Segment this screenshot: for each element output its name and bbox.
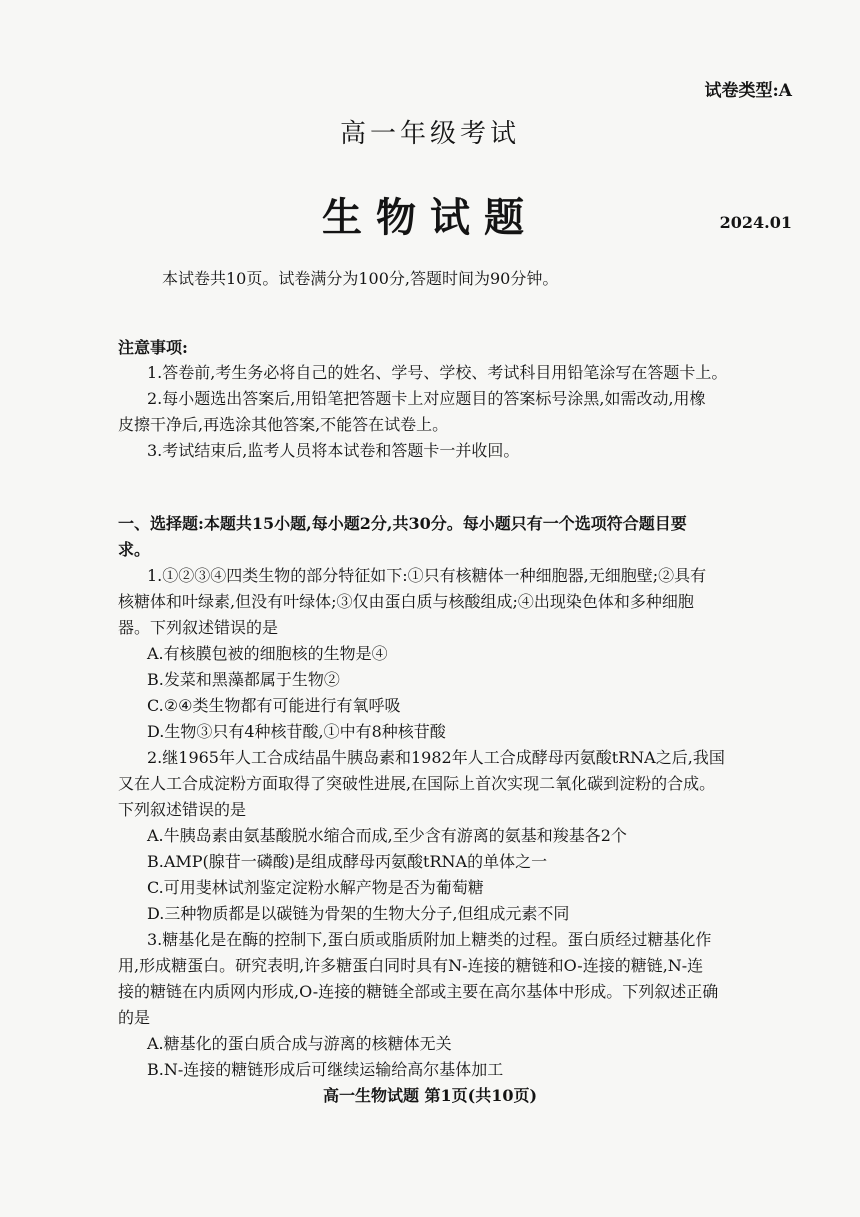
question-2: [118, 745, 798, 927]
question-stem: 1.①②③④四类生物的部分特征如下:①只有核糖体一种细胞器,无细胞壁;②具有: [147, 566, 707, 585]
question-1: [118, 563, 798, 745]
section-heading: 一、选择题:本题共15小题,每小题2分,共30分。每小题只有一个选项符合题目要: [118, 514, 687, 533]
question-stem: 接的糖链在内质网内形成,O-连接的糖链全部或主要在高尔基体中形成。下列叙述正确: [118, 982, 719, 1001]
option-a: A.有核膜包被的细胞核的生物是④: [147, 644, 388, 663]
question-3: [118, 927, 798, 1083]
question-stem: 3.糖基化是在酶的控制下,蛋白质或脂质附加上糖类的过程。蛋白质经过糖基化作: [147, 930, 712, 949]
page-footer: 高一生物试题 第1页(共10页): [322, 1086, 538, 1105]
question-stem: 2.继1965年人工合成结晶牛胰岛素和1982年人工合成酵母丙氨酸tRNA之后,我国: [147, 748, 725, 767]
subject-title: 生物试题: [322, 194, 538, 241]
option-a: A.牛胰岛素由氨基酸脱水缩合而成,至少含有游离的氨基和羧基各2个: [147, 826, 627, 845]
exam-date: 2024.01: [719, 213, 792, 232]
exam-title: 高一年级考试: [339, 119, 520, 149]
notice-item: 皮擦干净后,再选涂其他答案,不能答在试卷上。: [118, 415, 449, 434]
question-stem: 核糖体和叶绿素,但没有叶绿体;③仅由蛋白质与核酸组成;④出现染色体和多种细胞: [118, 592, 694, 611]
option-a: A.糖基化的蛋白质合成与游离的核糖体无关: [147, 1034, 452, 1053]
question-stem: 下列叙述错误的是: [118, 800, 247, 819]
option-b: B.AMP(腺苷一磷酸)是组成酵母丙氨酸tRNA的单体之一: [147, 852, 548, 871]
paper-type-label: 试卷类型:A: [704, 81, 792, 101]
section-heading-cont: 求。: [118, 540, 151, 559]
option-b: B.发菜和黑藻都属于生物②: [147, 670, 340, 689]
intro-text: 本试卷共10页。试卷满分为100分,答题时间为90分钟。: [162, 269, 559, 288]
notice-list: [118, 360, 798, 464]
section-1: [118, 511, 798, 1083]
option-d: D.生物③只有4种核苷酸,①中有8种核苷酸: [147, 722, 446, 741]
question-stem: 的是: [118, 1008, 151, 1027]
question-stem: 用,形成糖蛋白。研究表明,许多糖蛋白同时具有N-连接的糖链和O-连接的糖链,N-连: [118, 956, 704, 975]
option-b: B.N-连接的糖链形成后可继续运输给高尔基体加工: [147, 1060, 504, 1079]
option-d: D.三种物质都是以碳链为骨架的生物大分子,但组成元素不同: [147, 904, 570, 923]
notice-item: 1.答卷前,考生务必将自己的姓名、学号、学校、考试科目用铅笔涂写在答题卡上。: [147, 363, 728, 382]
notice-item: 3.考试结束后,监考人员将本试卷和答题卡一并收回。: [147, 441, 520, 460]
notice-heading: 注意事项:: [118, 338, 188, 357]
option-c: C.②④类生物都有可能进行有氧呼吸: [147, 696, 401, 715]
option-c: C.可用斐林试剂鉴定淀粉水解产物是否为葡萄糖: [147, 878, 484, 897]
notice-item: 2.每小题选出答案后,用铅笔把答题卡上对应题目的答案标号涂黑,如需改动,用橡: [147, 389, 706, 408]
question-stem: 又在人工合成淀粉方面取得了突破性进展,在国际上首次实现二氧化碳到淀粉的合成。: [118, 774, 716, 793]
question-stem: 器。下列叙述错误的是: [118, 618, 279, 637]
